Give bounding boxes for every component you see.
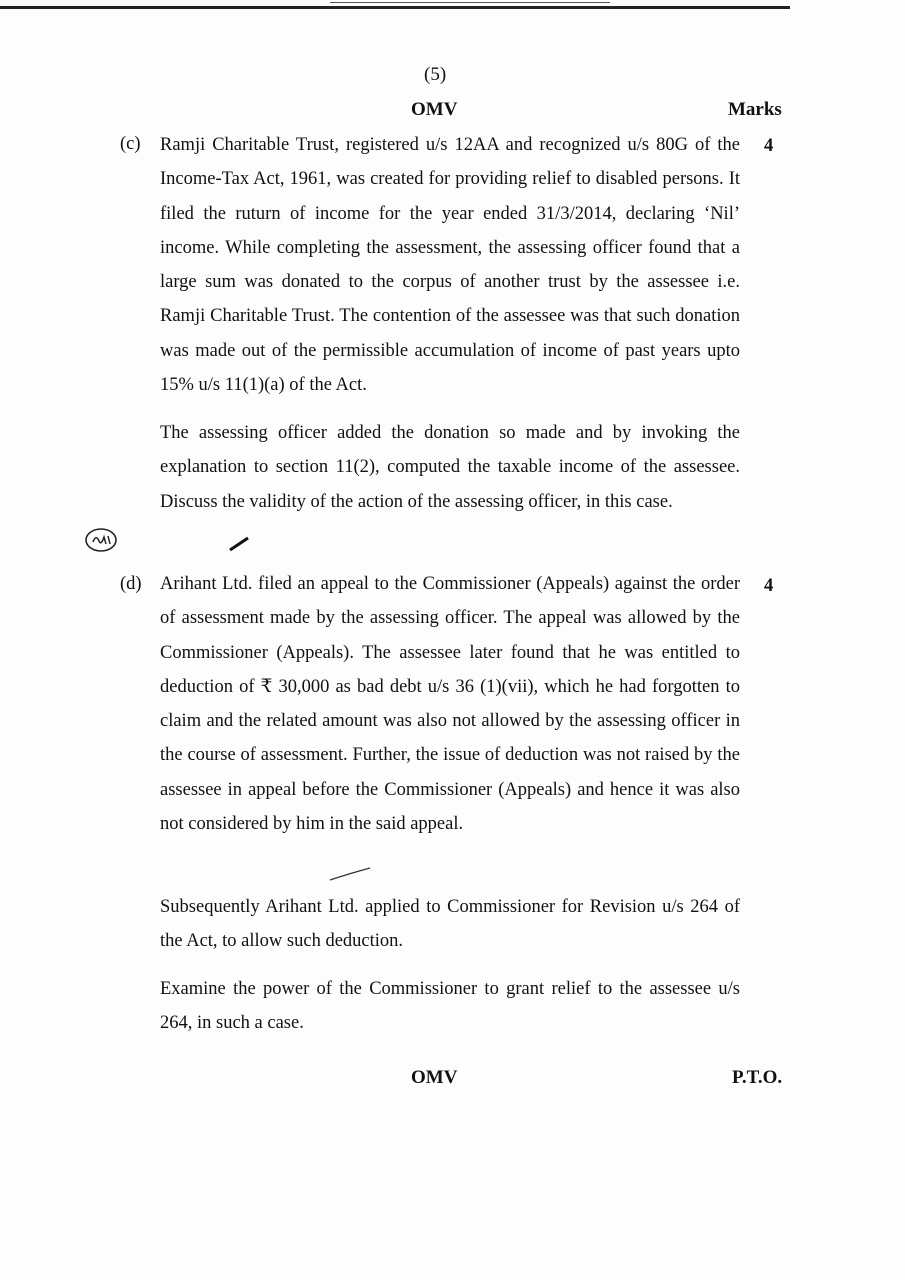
page-number: (5)	[424, 64, 447, 85]
handwritten-tick-icon	[228, 536, 250, 552]
marks-column-heading: Marks	[728, 99, 782, 120]
question-c-label: (c)	[120, 134, 141, 154]
handwritten-stroke-icon	[328, 864, 372, 884]
question-d-paragraph-1: Arihant Ltd. filed an appeal to the Commissioner (Appeals) against the order of assessment made by the assessing officer. The appeal was allowed by the Commissioner (Appeals). The assessee later found that he was entitled to deduction of ₹ 30,000 as bad debt u/s 36 (1)(vii), which he had forgotten to claim and the related amount was also not allowed by the assessing officer in the course of assessment. Further, the issue of deduction was not raised by the assessee in appeal before the Commissioner (Appeals) and hence it was also not considered by him in the said appeal.	[160, 574, 740, 835]
top-border-thin-line	[330, 2, 610, 3]
handwritten-circle-mark-icon	[84, 526, 118, 554]
question-d-marks: 4	[764, 576, 774, 596]
top-border-line	[0, 6, 790, 9]
header-paper-code: OMV	[411, 99, 458, 120]
question-d-paragraph-2: Subsequently Arihant Ltd. applied to Commissioner for Revision u/s 264 of the Act, to allow such deduction.	[160, 897, 740, 952]
question-c-paragraph-1: Ramji Charitable Trust, registered u/s 12AA and recognized u/s 80G of the Income-Tax Act, 1961, was created for providing relief to disabled persons. It filed the ruturn of income for the year ended 31/3/2014, declaring ‘Nil’ income. While completing the assessment, the assessing officer found that a large sum was donated to the corpus of another trust by the assessee i.e. Ramji Charitable Trust. The contention of the assessee was that such donation was made out of the permissible accumulation of income of past years upto 15% u/s 11(1)(a) of the Act.	[160, 135, 740, 396]
question-d-paragraph-3: Examine the power of the Commissioner to grant relief to the assessee u/s 264, in such a case.	[160, 979, 740, 1034]
footer-paper-code: OMV	[411, 1067, 458, 1088]
question-d-label: (d)	[120, 574, 142, 594]
question-c-paragraph-2: The assessing officer added the donation so made and by invoking the explanation to section 11(2), computed the taxable income of the assessee. Discuss the validity of the action of the assessing officer, in this case.	[160, 423, 740, 512]
please-turn-over: P.T.O.	[732, 1067, 783, 1088]
question-c-marks: 4	[764, 136, 774, 156]
